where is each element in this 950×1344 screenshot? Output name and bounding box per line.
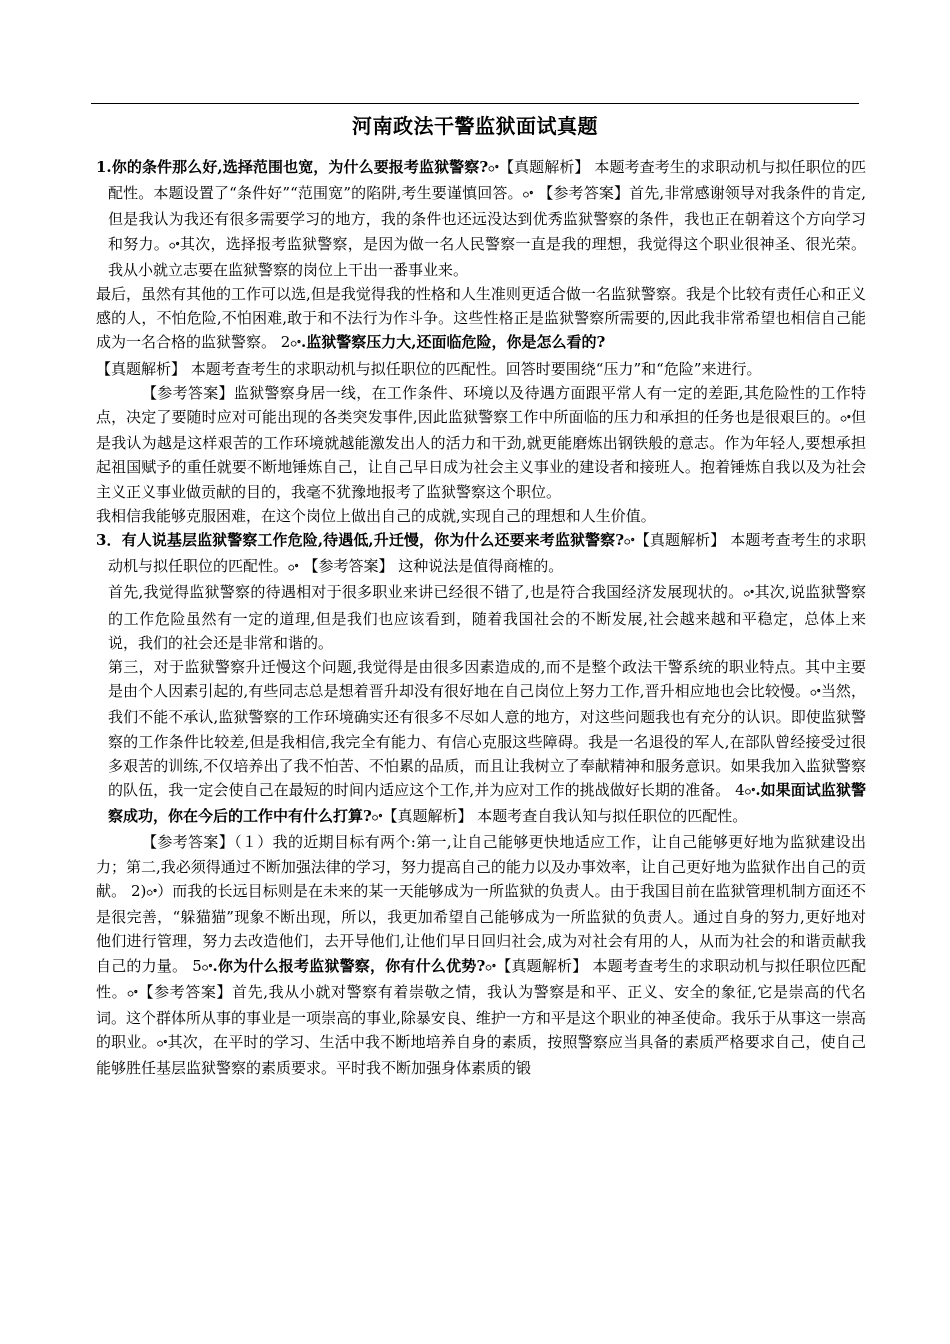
text-run: 【参考答案】（１）我的近期目标有两个:第一,让自己能够更快地适应工作，让自己能够更好地为监狱建设出力；第二,我必须得通过不断加强法律的学习，努力提高自己的能力以及办事效率，让自己更好地为监狱作出自己的贡献。 2) — [96, 833, 866, 900]
paragraph-mark-icon: ꢀ — [146, 885, 158, 899]
paragraph-mark-icon: ꢀ — [488, 162, 499, 175]
paragraph-mark-icon: ꢀ — [744, 785, 756, 799]
paragraph — [96, 381, 866, 504]
paragraph-mark-icon: ꢀ — [522, 188, 534, 202]
page-title: 河南政法干警监狱面试真题 — [352, 114, 598, 138]
paragraph-mark-icon: ꢀ — [201, 960, 213, 974]
paragraph-mark-icon: ꢀ — [840, 412, 851, 426]
text-run: 【真题解析】 本题考查考生的求职动机与拟任职位的匹配性。 — [108, 531, 866, 576]
paragraph — [96, 528, 866, 580]
text-run: 【参考答案】监狱警察身居一线，在工作条件、环境以及待遇方面跟平常人有一定的差距,其危险性的工作特点，决定了要随时应对可能出现的各类突发事件,因此监狱警察工作中所面临的压力和承担的任务也是很艰巨的。 — [96, 383, 866, 427]
text-run: 最后，虽然有其他的工作可以选,但是我觉得我的性格和人生准则更适合做一名监狱警察。我是个比较有责任心和正义感的人，不怕危险,不怕困难,敢于和不法行为作斗争。这些性格正是监狱警察所需要的,因此我非常希望也相信自己能成为一名合格的监狱警察。 2 — [96, 285, 866, 352]
text-run: 【真题解析】 本题考查自我认知与拟任职位的匹配性。 — [382, 807, 748, 826]
text-run: 其次，选择报考监狱警察，是因为做一名人民警察一直是我的理想，我觉得这个职业很神圣、很光荣。我从小就立志要在监狱警察的岗位上干出一番事业来。 — [108, 234, 866, 279]
paragraph-mark-icon: ꢀ — [127, 986, 138, 1000]
paragraph-mark-icon: ꢀ — [156, 1037, 168, 1051]
text-run: 【参考答案】首先,我从小就对警察有着崇敬之情，我认为警察是和平、正义、安全的象征,它是崇高的代名词。这个群体所从事的事业是一项崇高的事业,除暴安良、维护一方和平是这个职业的神圣使命。我乐于从事这一崇高的职业。 — [96, 982, 866, 1052]
text-run: 首先,我觉得监狱警察的待遇相对于很多职业来讲已经很不错了,也是符合我国经济发展现状的。 — [108, 583, 744, 602]
question-heading: .你为什么报考监狱警察，你有什么优势? — [212, 956, 486, 975]
paragraph — [96, 580, 866, 655]
question-heading: .监狱警察压力大,还面临危险，你是怎么看的? — [301, 333, 606, 352]
text-run: 其次，在平时的学习、生活中我不断地培养自身的素质，按照警察应当具备的素质严格要求自己，使自己能够胜任基层监狱警察的素质要求。平时我不断加强身体素质的锻 — [96, 1033, 866, 1078]
paragraph-mark-icon: ꢀ — [810, 686, 821, 700]
paragraph-mark-icon: ꢀ — [169, 238, 180, 252]
paragraph — [96, 282, 866, 357]
paragraph-mark-icon: ꢀ — [485, 960, 496, 974]
question-heading: 1.你的条件那么好,选择范围也宽，为什么要报考监狱警察? — [96, 158, 489, 176]
text-run: 【真题解析】 本题考查考生的求职动机与拟任职位匹配性。 — [96, 956, 867, 1001]
paragraph-mark-icon: ꢀ — [288, 561, 299, 575]
text-run: ）而我的长远目标则是在未来的某一天能够成为一所监狱的负责人。由于我国目前在监狱管理机制方面还不是很完善，“躲猫猫”现象不断出现，所以，我更加希望自己能够成为一所监狱的负责人。通过自身的努力,更好地对他们进行管理，努力去改造他们，去开导他们,让他们早日回归社会,成为对社会有用的人，从而为社会的和谐贡献我自己的力量。 5 — [96, 881, 866, 975]
text-run: 【参考答案】 这种说法是值得商榷的。 — [298, 557, 564, 576]
paragraph-mark-icon: ꢀ — [624, 535, 635, 549]
text-run: 【参考答案】首先,非常感谢领导对我条件的肯定,但是我认为我还有很多需要学习的地方，我的条件也还远没达到优秀监狱警察的条件，我也正在朝着这个方向学习和努力。 — [108, 184, 866, 253]
paragraph — [96, 830, 866, 1080]
text-run: 当然，我们不能不承认,监狱警察的工作环境确实还有很多不尽如人意的地方，对这些问题我也有充分的认识。即使监狱警察的工作条件比较差,但是我相信,我完全有能力、有信心克服这些障碍。我是一名退役的军人,在部队曾经接受过很多艰苦的训练,不仅培养出了我不怕苦、不怕累的品质，而且让我树立了奉献精神和服务意识。如果我加入监狱警察的队伍，我一定会使自己在最短的时间内适应这个工作,并为应对工作的挑战做好长期的准备。 4 — [108, 682, 866, 800]
paragraph — [96, 655, 866, 830]
text-run: 但是我认为越是这样艰苦的工作环境就越能激发出人的活力和干劲,就更能磨炼出钢铁般的意志。作为年轻人,要想承担起祖国赋予的重任就要不断地锤炼自己，让自己早日成为社会主义事业的建设者和接班人。抱着锤炼自我以及为社会主义正义事业做贡献的目的，我毫不犹豫地报考了监狱警察这个职位。 — [96, 408, 866, 501]
paragraph — [96, 504, 866, 528]
text-run: 【真题解析】 本题考查考生的求职动机与拟任职位的匹配性。本题设置了“条件好”“范围宽”的陷阱,考生要谨慎回答。 — [108, 158, 866, 203]
paragraph — [96, 155, 866, 282]
paragraph-mark-icon: ꢀ — [743, 587, 755, 601]
paragraph — [96, 357, 866, 381]
text-run: 【真题解析】 本题考查考生的求职动机与拟任职位的匹配性。回答时要围绕“压力”和“危险”来进行。 — [96, 359, 762, 378]
paragraph-mark-icon: ꢀ — [371, 811, 383, 825]
question-heading: 3．有人说基层监狱警察工作危险,待遇低,升迁慢，你为什么还要来考监狱警察? — [96, 531, 625, 550]
top-rule — [91, 103, 859, 104]
question-heading: .如果面试监狱警察成功，你在今后的工作中有什么打算? — [108, 781, 866, 826]
paragraph-mark-icon: ꢀ — [290, 337, 302, 351]
document-body — [96, 155, 866, 1081]
text-run: 其次,说监狱警察的工作危险虽然有一定的道理,但是我们也应该看到，随着我国社会的不断发展,社会越来越和平稳定，总体上来说，我们的社会还是非常和谐的。 — [108, 583, 866, 652]
text-run: 我相信我能够克服困难，在这个岗位上做出自己的成就,实现自己的理想和人生价值。 — [96, 506, 656, 525]
text-run: 第三，对于监狱警察升迁慢这个问题,我觉得是由很多因素造成的,而不是整个政法干警系统的职业特点。其中主要是由个人因素引起的,有些同志总是想着晋升却没有很好地在自己岗位上努力工作,晋升相应地也会比较慢。 — [108, 658, 866, 701]
